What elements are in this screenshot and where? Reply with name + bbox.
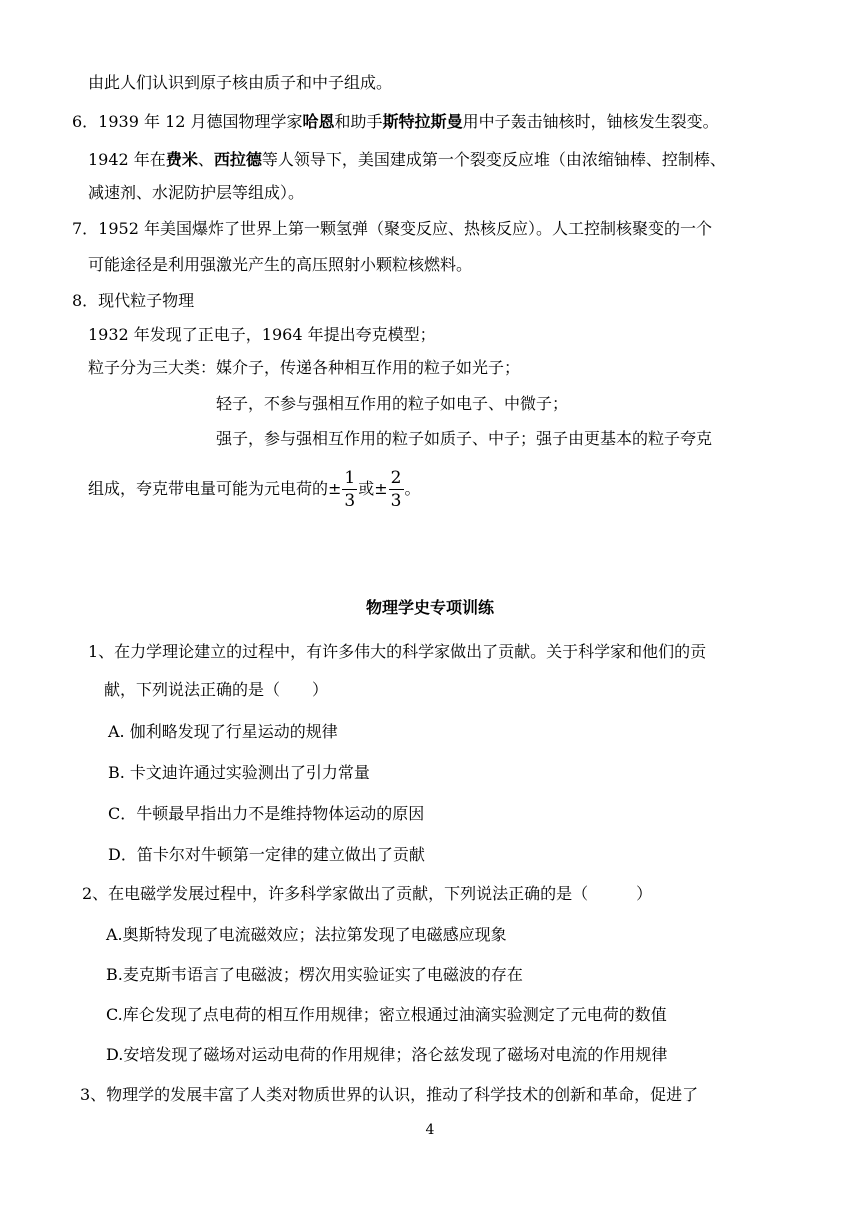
- item-8-title: 8．现代粒子物理: [72, 291, 195, 310]
- question-1-option-b: B. 卡文迪许通过实验测出了引力常量: [108, 763, 370, 782]
- item-8-line-4: 强子，参与强相互作用的粒子如质子、中子；强子由更基本的粒子夸克: [216, 429, 713, 448]
- question-1-stem-line-1: 1、在力学理论建立的过程中，有许多伟大的科学家做出了贡献。关于科学家和他们的贡: [88, 642, 707, 661]
- page-number: 4: [425, 1122, 435, 1138]
- item-6-line-1: 6．1939 年 12 月德国物理学家哈恩和助手斯特拉斯曼用中子轰击铀核时，铀核发生裂变。: [72, 112, 719, 131]
- item-6-line-2: 1942 年在费米、西拉德等人领导下，美国建成第一个裂变反应堆（由浓缩铀棒、控制棒、: [88, 150, 726, 169]
- item-7-line-2: 可能途径是利用强激光产生的高压照射小颗粒核燃料。: [88, 255, 473, 274]
- question-2-option-a: A.奥斯特发现了电流磁效应；法拉第发现了电磁感应现象: [106, 925, 507, 944]
- item-6-line-3: 减速剂、水泥防护层等组成）。: [88, 183, 305, 202]
- fraction-one-third: $\frac{1}{3}$: [344, 468, 356, 511]
- question-2-option-d: D.安培发现了磁场对运动电荷的作用规律；洛仑兹发现了磁场对电流的作用规律: [106, 1045, 668, 1064]
- item-8-line-2: 粒子分为三大类：媒介子，传递各种相互作用的粒子如光子；: [88, 358, 521, 377]
- item-7-line-1: 7．1952 年美国爆炸了世界上第一颗氢弹（聚变反应、热核反应）。人工控制核聚变的一个: [72, 219, 712, 238]
- question-1-option-c: C．牛顿最早指出力不是维持物体运动的原因: [108, 804, 425, 823]
- question-1-stem-line-2: 献，下列说法正确的是（ ）: [104, 680, 329, 699]
- question-1-option-a: A. 伽利略发现了行星运动的规律: [108, 722, 338, 741]
- item-8-line-5: 组成，夸克带电量可能为元电荷的± $\frac{1}{3}$ 或± $\frac{2}{3}$ 。: [88, 468, 421, 511]
- item-8-line-3: 轻子，不参与强相互作用的粒子如电子、中微子；: [216, 394, 569, 413]
- section-title: 物理学史专项训练: [365, 598, 494, 617]
- question-1-option-d: D．笛卡尔对牛顿第一定律的建立做出了贡献: [108, 845, 425, 864]
- item-8-line-1: 1932 年发现了正电子，1964 年提出夸克模型；: [88, 325, 436, 344]
- question-2-option-b: B.麦克斯韦语言了电磁波；楞次用实验证实了电磁波的存在: [106, 965, 523, 984]
- question-2-option-c: C.库仑发现了点电荷的相互作用规律；密立根通过油滴实验测定了元电荷的数值: [106, 1005, 667, 1024]
- text-line: 由此人们认识到原子核由质子和中子组成。: [88, 73, 393, 92]
- fraction-two-thirds: $\frac{2}{3}$: [390, 468, 402, 511]
- question-3-stem: 3、物理学的发展丰富了人类对物质世界的认识，推动了科学技术的创新和革命，促进了: [80, 1085, 699, 1104]
- question-2-stem: 2、在电磁学发展过程中，许多科学家做出了贡献，下列说法正确的是（ ）: [82, 884, 653, 903]
